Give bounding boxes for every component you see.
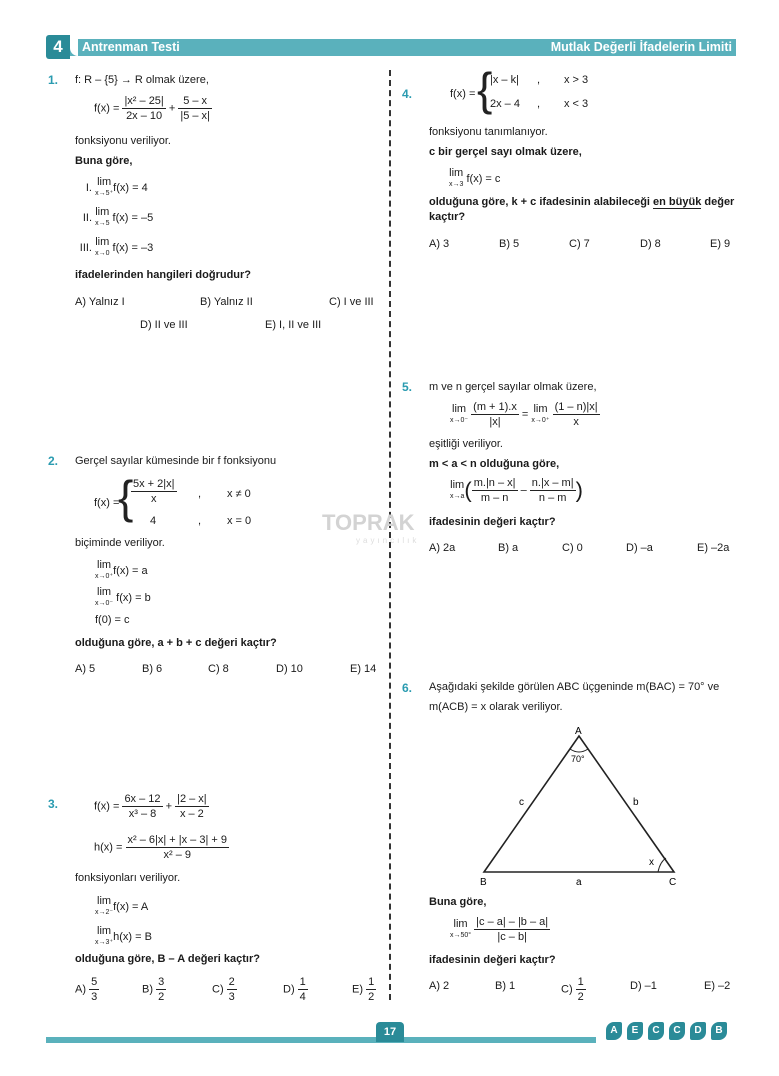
watermark-sub: yayıncılık	[356, 536, 420, 545]
answer-key-5: D	[690, 1022, 706, 1040]
q1-question: ifadelerinden hangileri doğrudur?	[75, 269, 252, 281]
answer-key-2: E	[627, 1022, 643, 1040]
header-notch	[70, 39, 78, 56]
q2-comma-1: ,	[198, 488, 202, 500]
q2-cond-1: x ≠ 0	[227, 488, 251, 500]
q4-condition: c bir gerçel sayı olmak üzere,	[429, 146, 582, 158]
q6-limit: lim x→50° $\frac{|c - a| - |b - a|}{|c - b|}$	[450, 916, 549, 943]
q4-option-b[interactable]: B) 5	[499, 238, 520, 250]
q3-f-function: f(x) = $\frac{6x - 12}{\text{x³ – 8}}$ + $\frac{|2 - x|}{x - 2}$	[94, 793, 207, 820]
q2-piece-1: $\frac{5x + 2|x|}{x}$	[133, 478, 175, 505]
q4-comma-2: ,	[537, 98, 541, 110]
vertex-c-label: C	[669, 877, 677, 888]
q3-limit-1: lim x→2⁻ f(x) = A	[95, 895, 149, 916]
q2-limit-2: lim x→0⁻ f(x) = b	[95, 586, 151, 607]
topic-title: Mutlak Değerli İfadelerin Limiti	[550, 40, 732, 54]
q1-intro: f: R – {5} → R olmak üzere,	[75, 74, 209, 86]
q6-option-a[interactable]: A) 2	[429, 980, 450, 992]
q4-comma-1: ,	[537, 74, 541, 86]
q2-fx: f(x) =	[94, 497, 120, 509]
q5-condition: m < a < n olduğuna göre,	[429, 458, 560, 470]
q3-given: fonksiyonları veriliyor.	[75, 872, 181, 884]
q5-option-d[interactable]: D) –a	[626, 542, 653, 554]
q3-limit-2: lim x→3⁺ h(x) = B	[95, 925, 152, 946]
question-2-number: 2.	[48, 454, 59, 468]
angle-c-label: x	[649, 857, 654, 868]
q4-row-2: 2x – 4	[490, 98, 520, 110]
q5-expression: lim x→a ( $\frac{m.|n - x|}{m - n}$ – $\frac{n.|x - m|}{n - m}$ )	[450, 477, 583, 504]
q2-brace: {	[118, 471, 134, 523]
q5-option-b[interactable]: B) a	[498, 542, 519, 554]
answer-key-4: C	[669, 1022, 685, 1040]
q5-given: eşitliği veriliyor.	[429, 438, 503, 450]
q1-accordingly: Buna göre,	[75, 155, 133, 167]
angle-a-arc	[570, 749, 588, 752]
q4-fx: f(x) =	[450, 88, 476, 100]
q4-cond-2: x < 3	[564, 98, 589, 110]
q2-cond-2: x = 0	[227, 515, 252, 527]
q4-option-d[interactable]: D) 8	[640, 238, 661, 250]
triangle-figure	[470, 722, 700, 892]
q3-question: olduğuna göre, B – A değeri kaçtır?	[75, 953, 260, 965]
q4-row-1: |x – k|	[490, 74, 519, 86]
q1-item-2: II. lim x→5 f(x) = –5	[82, 206, 154, 227]
q4-brace: {	[477, 63, 493, 115]
test-number: 4	[46, 35, 70, 59]
q1-option-a[interactable]: A) Yalnız I	[75, 296, 125, 308]
q5-option-c[interactable]: C) 0	[562, 542, 583, 554]
answer-key-1: A	[606, 1022, 622, 1040]
q5-option-e[interactable]: E) –2a	[697, 542, 730, 554]
q1-item-3: III. lim x→0 f(x) = –3	[79, 236, 154, 257]
q4-limit: lim x→3 f(x) = c	[449, 167, 501, 188]
question-1-number: 1.	[48, 73, 59, 87]
q2-f0: f(0) = c	[95, 614, 130, 626]
q3-option-c[interactable]: C) $\frac{2}{3}$	[212, 976, 235, 1003]
q2-option-a[interactable]: A) 5	[75, 663, 96, 675]
side-c-label: c	[519, 797, 524, 808]
q1-item-1: I. lim x→5⁺ f(x) = 4	[85, 176, 148, 197]
q6-intro-2: m(ACB) = x olarak veriliyor.	[429, 701, 563, 713]
q6-option-b[interactable]: B) 1	[495, 980, 516, 992]
q2-intro: Gerçel sayılar kümesinde bir f fonksiyonu	[75, 455, 277, 467]
q1-option-e[interactable]: E) I, II ve III	[265, 319, 322, 331]
q1-function: f(x) = $\frac{\text{|x² – 25|}}{2x - 10}$ + $\frac{5 - x}{|5 - x|}$	[94, 95, 210, 122]
q6-accordingly: Buna göre,	[429, 896, 487, 908]
q2-option-b[interactable]: B) 6	[142, 663, 163, 675]
q2-question: olduğuna göre, a + b + c değeri kaçtır?	[75, 637, 277, 649]
q6-option-c[interactable]: C) $\frac{1}{2}$	[561, 976, 584, 1003]
q6-intro-1: Aşağıdaki şekilde görülen ABC üçgeninde m(BAC) = 70° ve	[429, 681, 720, 693]
angle-a-label: 70°	[571, 754, 585, 764]
question-4-number: 4.	[402, 87, 413, 101]
q5-equation: lim x→0⁻ $\frac{(m + 1).x}{|x|}$ = lim x→0⁺ $\frac{(1 - n)|x|}{x}$	[450, 401, 598, 428]
q4-question: olduğuna göre, k + c ifadesinin alabileceği en büyük değer	[429, 196, 735, 208]
page-number: 17	[376, 1022, 404, 1042]
q3-option-b[interactable]: B) $\frac{3}{2}$	[142, 976, 165, 1003]
q5-question: ifadesinin değeri kaçtır?	[429, 516, 556, 528]
side-a-label: a	[576, 877, 582, 888]
q1-option-d[interactable]: D) II ve III	[140, 319, 188, 331]
q3-option-d[interactable]: D) $\frac{1}{4}$	[283, 976, 306, 1003]
q4-given: fonksiyonu tanımlanıyor.	[429, 126, 548, 138]
question-6-number: 6.	[402, 681, 413, 695]
q3-h-function: h(x) = $\frac{\text{x² – 6|x| + |x – 3| + 9}}{\text{x² – 9}}$	[94, 834, 227, 861]
footer-bar	[46, 1037, 596, 1043]
q4-option-a[interactable]: A) 3	[429, 238, 450, 250]
question-5-number: 5.	[402, 380, 413, 394]
q4-option-e[interactable]: E) 9	[710, 238, 731, 250]
q2-option-e[interactable]: E) 14	[350, 663, 377, 675]
q2-limit-1: lim x→0⁺ f(x) = a	[95, 559, 148, 580]
q6-option-d[interactable]: D) –1	[630, 980, 657, 992]
answer-key-6: B	[711, 1022, 727, 1040]
q4-question-end: kaçtır?	[429, 211, 466, 223]
q1-option-c[interactable]: C) I ve III	[329, 296, 374, 308]
q3-option-e[interactable]: E) $\frac{1}{2}$	[352, 976, 375, 1003]
q5-intro: m ve n gerçel sayılar olmak üzere,	[429, 381, 597, 393]
question-3-number: 3.	[48, 797, 59, 811]
q2-option-d[interactable]: D) 10	[276, 663, 303, 675]
q5-option-a[interactable]: A) 2a	[429, 542, 456, 554]
side-b-label: b	[633, 797, 639, 808]
q1-option-b[interactable]: B) Yalnız II	[200, 296, 253, 308]
test-title: Antrenman Testi	[82, 40, 180, 54]
q4-cond-1: x > 3	[564, 74, 589, 86]
q1-given: fonksiyonu veriliyor.	[75, 135, 171, 147]
q2-option-c[interactable]: C) 8	[208, 663, 229, 675]
vertex-b-label: B	[480, 877, 487, 888]
q4-option-c[interactable]: C) 7	[569, 238, 590, 250]
watermark-logo: TOPRAK	[322, 510, 415, 535]
q6-question: ifadesinin değeri kaçtır?	[429, 954, 556, 966]
q6-option-e[interactable]: E) –2	[704, 980, 731, 992]
q3-option-a[interactable]: A) $\frac{5}{3}$	[75, 976, 98, 1003]
q2-comma-2: ,	[198, 515, 202, 527]
answer-key-3: C	[648, 1022, 664, 1040]
q2-given: biçiminde veriliyor.	[75, 537, 165, 549]
q2-piece-2: 4	[150, 515, 157, 527]
vertex-a-label: A	[575, 726, 582, 737]
